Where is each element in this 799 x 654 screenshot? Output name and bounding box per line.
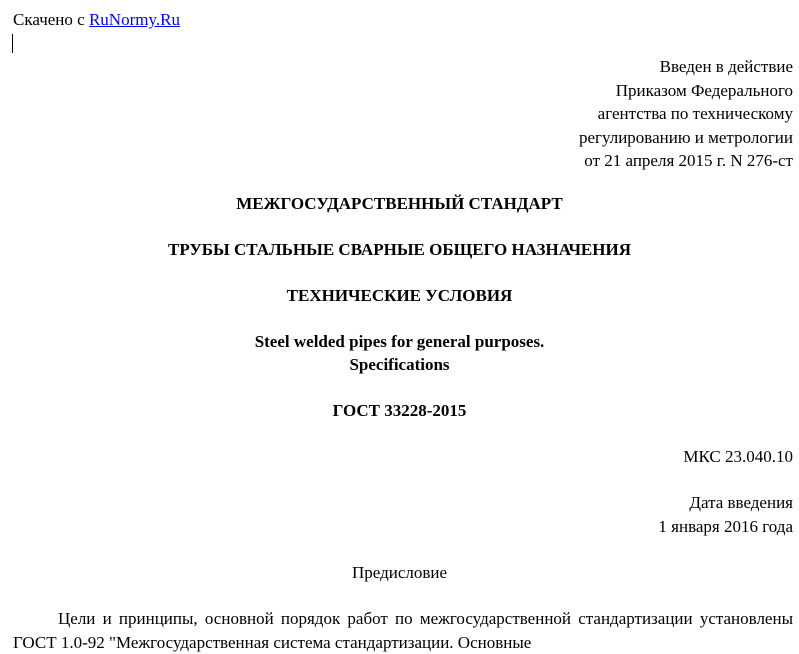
enactment-line: агентства по техническому — [597, 104, 793, 123]
standard-code: ГОСТ 33228-2015 — [332, 401, 467, 420]
english-title — [0, 330, 799, 376]
english-title-line1: Steel welded pipes for general purposes. — [254, 332, 545, 351]
source-line — [13, 9, 180, 31]
mks-code: МКС 23.040.10 — [683, 447, 793, 466]
enactment-line: от 21 апреля 2015 г. N 276-ст — [584, 151, 793, 170]
text-cursor — [12, 34, 13, 53]
standard-name-heading: ТРУБЫ СТАЛЬНЫЕ СВАРНЫЕ ОБЩЕГО НАЗНАЧЕНИЯ — [168, 240, 631, 259]
preface-paragraph: Цели и принципы, основной порядок работ по межгосударственной стандартизации установлены ГОСТ 1.0-92 "Межгосударственная система стандартизации. Основные — [13, 609, 793, 652]
introduction-date-value: 1 января 2016 года — [658, 516, 793, 536]
english-title-line2: Specifications — [349, 355, 450, 374]
source-link[interactable]: RuNormy.Ru — [88, 10, 180, 29]
standard-type-heading: МЕЖГОСУДАРСТВЕННЫЙ СТАНДАРТ — [236, 194, 563, 213]
enactment-line: Приказом Федерального — [615, 80, 793, 100]
enactment-line: регулированию и метрологии — [578, 127, 793, 147]
introduction-date-label: Дата введения — [689, 493, 793, 512]
source-prefix: Скачено с — [13, 10, 89, 29]
standard-subtitle-heading: ТЕХНИЧЕСКИЕ УСЛОВИЯ — [286, 286, 513, 305]
enactment-block — [579, 55, 793, 173]
introduction-date-block — [658, 491, 793, 538]
preface-heading: Предисловие — [351, 563, 448, 582]
enactment-line: Введен в действие — [659, 57, 793, 76]
